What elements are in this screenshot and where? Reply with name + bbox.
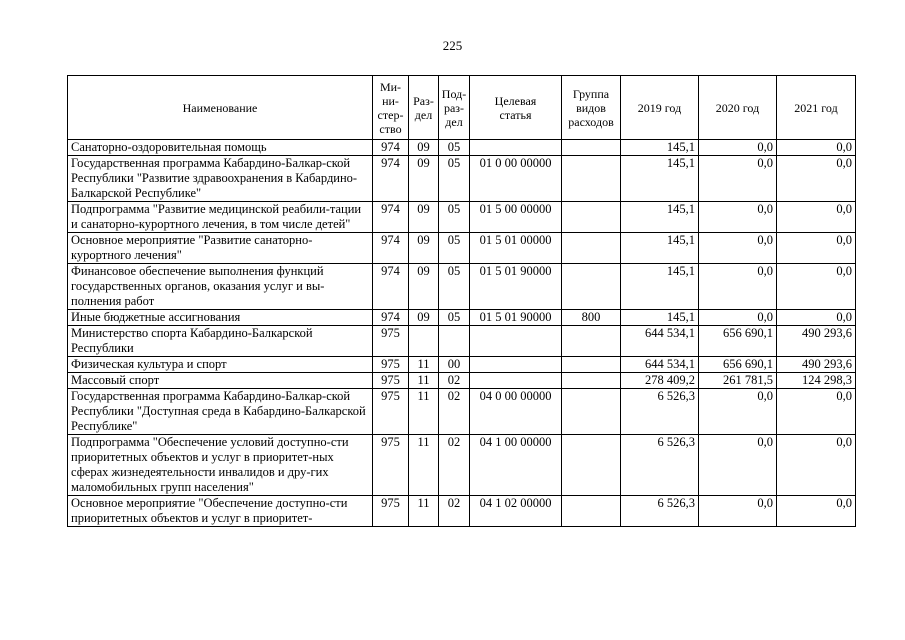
table-row <box>68 373 856 389</box>
cell-2021: 0,0 <box>777 233 856 264</box>
cell-name: Физическая культура и спорт <box>68 357 373 373</box>
table-row <box>68 435 856 496</box>
table-row <box>68 156 856 202</box>
table-row <box>68 326 856 357</box>
header-2020: 2020 год <box>699 76 777 140</box>
cell-2020: 0,0 <box>699 435 777 496</box>
cell-section: 09 <box>409 233 439 264</box>
cell-2020: 0,0 <box>699 264 777 310</box>
cell-section: 11 <box>409 373 439 389</box>
cell-target: 01 5 00 00000 <box>470 202 562 233</box>
cell-target: 01 0 00 00000 <box>470 156 562 202</box>
cell-2019: 6 526,3 <box>621 389 699 435</box>
header-section-text: Раз- дел <box>413 93 434 122</box>
cell-ministry: 974 <box>373 156 409 202</box>
cell-2021: 0,0 <box>777 310 856 326</box>
cell-2020: 0,0 <box>699 389 777 435</box>
cell-target: 04 1 02 00000 <box>470 496 562 527</box>
cell-group <box>562 233 621 264</box>
cell-2020: 261 781,5 <box>699 373 777 389</box>
cell-ministry: 975 <box>373 326 409 357</box>
cell-2019: 278 409,2 <box>621 373 699 389</box>
cell-subsection: 05 <box>439 140 470 156</box>
cell-group: 800 <box>562 310 621 326</box>
cell-2021: 490 293,6 <box>777 357 856 373</box>
cell-group <box>562 373 621 389</box>
cell-target <box>470 357 562 373</box>
cell-2021: 0,0 <box>777 140 856 156</box>
cell-ministry: 974 <box>373 310 409 326</box>
cell-2019: 145,1 <box>621 156 699 202</box>
cell-target: 01 5 01 90000 <box>470 310 562 326</box>
table-row <box>68 140 856 156</box>
cell-name: Государственная программа Кабардино-Балкар-ской Республики "Доступная среда в Кабардино-Балкарской Республике" <box>68 389 373 435</box>
cell-target <box>470 140 562 156</box>
cell-2019: 145,1 <box>621 264 699 310</box>
cell-2021: 0,0 <box>777 202 856 233</box>
cell-ministry: 975 <box>373 389 409 435</box>
cell-name: Основное мероприятие "Развитие санаторно-курортного лечения" <box>68 233 373 264</box>
cell-section: 09 <box>409 156 439 202</box>
cell-group <box>562 389 621 435</box>
cell-2021: 0,0 <box>777 156 856 202</box>
header-2021: 2021 год <box>777 76 856 140</box>
cell-target: 01 5 01 90000 <box>470 264 562 310</box>
cell-2020: 656 690,1 <box>699 326 777 357</box>
cell-2020: 0,0 <box>699 233 777 264</box>
header-ministry-text: Ми- ни- стер- ство <box>377 79 404 136</box>
cell-subsection: 02 <box>439 373 470 389</box>
cell-section: 11 <box>409 435 439 496</box>
header-expense-group <box>562 76 621 140</box>
header-subsection <box>439 76 470 140</box>
cell-ministry: 974 <box>373 140 409 156</box>
cell-2019: 644 534,1 <box>621 357 699 373</box>
cell-name: Иные бюджетные ассигнования <box>68 310 373 326</box>
cell-group <box>562 357 621 373</box>
cell-ministry: 975 <box>373 373 409 389</box>
cell-name: Санаторно-оздоровительная помощь <box>68 140 373 156</box>
cell-name: Подпрограмма "Обеспечение условий доступно-сти приоритетных объектов и услуг в приоритет-ных сферах жизнедеятельности инвалидов и дру-гих маломобильных групп населения" <box>68 435 373 496</box>
cell-2019: 145,1 <box>621 310 699 326</box>
cell-2020: 656 690,1 <box>699 357 777 373</box>
cell-ministry: 975 <box>373 357 409 373</box>
header-subsection-text: Под- раз- дел <box>441 86 467 129</box>
cell-group <box>562 264 621 310</box>
cell-2021: 0,0 <box>777 264 856 310</box>
cell-ministry: 975 <box>373 435 409 496</box>
header-expense-group-text: Группа видов расходов <box>568 86 614 129</box>
cell-target: 01 5 01 00000 <box>470 233 562 264</box>
cell-group <box>562 435 621 496</box>
cell-2020: 0,0 <box>699 140 777 156</box>
cell-2020: 0,0 <box>699 156 777 202</box>
cell-group <box>562 202 621 233</box>
header-ministry <box>373 76 409 140</box>
table-row <box>68 389 856 435</box>
cell-subsection: 05 <box>439 264 470 310</box>
cell-name: Подпрограмма "Развитие медицинской реабили-тации и санаторно-курортного лечения, в том числе детей" <box>68 202 373 233</box>
cell-section: 11 <box>409 389 439 435</box>
cell-2021: 0,0 <box>777 496 856 527</box>
cell-2019: 145,1 <box>621 202 699 233</box>
cell-group <box>562 140 621 156</box>
cell-ministry: 975 <box>373 496 409 527</box>
cell-subsection: 02 <box>439 435 470 496</box>
cell-section: 09 <box>409 202 439 233</box>
cell-2021: 0,0 <box>777 435 856 496</box>
cell-2021: 0,0 <box>777 389 856 435</box>
cell-subsection: 02 <box>439 389 470 435</box>
cell-2021: 124 298,3 <box>777 373 856 389</box>
cell-subsection: 05 <box>439 310 470 326</box>
cell-2019: 145,1 <box>621 140 699 156</box>
cell-section <box>409 326 439 357</box>
cell-subsection <box>439 326 470 357</box>
cell-subsection: 05 <box>439 202 470 233</box>
page-number: 225 <box>442 38 463 53</box>
cell-group <box>562 496 621 527</box>
budget-table <box>67 75 856 527</box>
header-section <box>409 76 439 140</box>
cell-group <box>562 326 621 357</box>
cell-name: Массовый спорт <box>68 373 373 389</box>
header-target-text: Целевая статья <box>494 93 537 122</box>
cell-subsection: 05 <box>439 156 470 202</box>
table-row <box>68 202 856 233</box>
cell-target <box>470 326 562 357</box>
cell-name: Государственная программа Кабардино-Балкар-ской Республики "Развитие здравоохранения в Кабардино-Балкарской Республике" <box>68 156 373 202</box>
cell-2021: 490 293,6 <box>777 326 856 357</box>
cell-2019: 6 526,3 <box>621 435 699 496</box>
cell-2019: 145,1 <box>621 233 699 264</box>
header-name: Наименование <box>68 76 373 140</box>
cell-target: 04 1 00 00000 <box>470 435 562 496</box>
header-row <box>68 76 856 140</box>
cell-group <box>562 156 621 202</box>
table-row <box>68 310 856 326</box>
cell-section: 09 <box>409 264 439 310</box>
cell-name: Министерство спорта Кабардино-Балкарской Республики <box>68 326 373 357</box>
cell-ministry: 974 <box>373 233 409 264</box>
table-row <box>68 264 856 310</box>
cell-subsection: 02 <box>439 496 470 527</box>
header-target <box>470 76 562 140</box>
cell-target <box>470 373 562 389</box>
cell-2020: 0,0 <box>699 496 777 527</box>
cell-section: 11 <box>409 496 439 527</box>
table-row <box>68 233 856 264</box>
cell-section: 11 <box>409 357 439 373</box>
cell-ministry: 974 <box>373 202 409 233</box>
cell-section: 09 <box>409 310 439 326</box>
cell-target: 04 0 00 00000 <box>470 389 562 435</box>
cell-name: Финансовое обеспечение выполнения функций государственных органов, оказания услуг и вы-полнения работ <box>68 264 373 310</box>
cell-subsection: 00 <box>439 357 470 373</box>
cell-2020: 0,0 <box>699 202 777 233</box>
table-row <box>68 496 856 527</box>
cell-2020: 0,0 <box>699 310 777 326</box>
cell-ministry: 974 <box>373 264 409 310</box>
cell-subsection: 05 <box>439 233 470 264</box>
cell-2019: 644 534,1 <box>621 326 699 357</box>
header-2019: 2019 год <box>621 76 699 140</box>
cell-2019: 6 526,3 <box>621 496 699 527</box>
table-row <box>68 357 856 373</box>
cell-name: Основное мероприятие "Обеспечение доступно-сти приоритетных объектов и услуг в приоритет- <box>68 496 373 527</box>
cell-section: 09 <box>409 140 439 156</box>
